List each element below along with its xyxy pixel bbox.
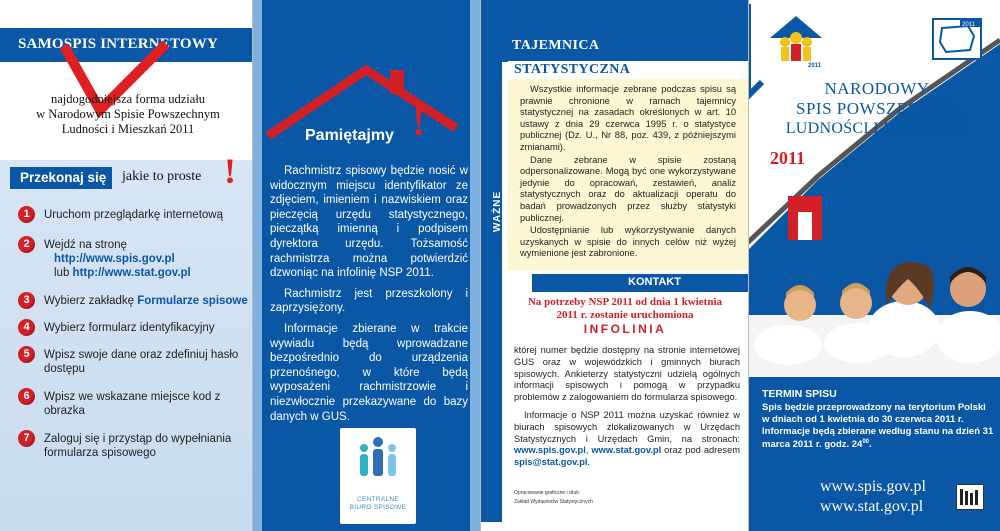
exclamation-icon: ! <box>224 151 236 191</box>
stat-url[interactable]: www.stat.gov.pl <box>820 498 924 515</box>
samospis-title: SAMOSPIS INTERNETOWY <box>18 36 219 52</box>
step-text: Wpisz swoje dane oraz zdefiniuj hasło dostępu <box>44 349 239 375</box>
kontakt-bar <box>532 274 748 292</box>
note-line: 2011 r. zostanie uruchomiona <box>556 308 694 321</box>
step-number: 6 <box>18 388 35 405</box>
statystyczna-box <box>508 61 748 79</box>
step-text: Wybierz formularz identyfikacyjny <box>44 322 215 334</box>
people-icon <box>340 428 416 492</box>
panel-cover <box>748 0 1000 531</box>
przekonaj-badge <box>10 167 112 189</box>
nsp-logo <box>768 14 824 68</box>
logo-year: 2011 <box>808 63 822 68</box>
cbs-line: BIURO SPISOWE <box>349 504 407 511</box>
step-text <box>44 238 249 280</box>
lub-text: lub <box>54 267 73 279</box>
kontakt-title: KONTAKT <box>628 276 681 288</box>
tajemnica-title: TAJEMNICA <box>512 38 600 53</box>
print-credit: Opracowanie graficzne i druk: <box>514 490 581 496</box>
gus-icon <box>957 485 983 509</box>
paragraph: Rachmistrz jest przeszkolony i zaprzysiężony. <box>270 287 468 315</box>
note-line: Na potrzeby NSP 2011 od dnia 1 kwietnia <box>527 296 723 308</box>
publisher-credit: Zakład Wydawnictw Statystycznych <box>514 499 593 505</box>
map-year: 2011 <box>962 22 975 28</box>
step-text-part: Wybierz zakładkę <box>44 295 138 307</box>
gus-logo <box>956 484 984 510</box>
fold-line <box>748 0 749 531</box>
tajemnica-body <box>520 84 736 261</box>
stat-link[interactable]: http://www.stat.gov.pl <box>72 267 191 279</box>
step-number: 2 <box>18 236 35 253</box>
step-text: Wpisz we wskazane miejsce kod z obrazka <box>44 391 221 417</box>
paragraph <box>514 410 740 469</box>
stripe-left <box>252 0 262 531</box>
statystyczna-title: STATYSTYCZNA <box>514 62 631 77</box>
termin-text: Spis będzie przeprowadzony na terytorium Polski w dniach od 1 kwietnia do 30 czerwca 2011 r. Informacje będą zbierane według stanu na dzień 31 marca 2011 r. godz. 24 <box>762 402 994 451</box>
paragraph: Informacje zbierane w trakcie wywiadu będą wprowadzane bezpośrednio do urządzenia przenośnego, w które będą wyposażeni rachmistrzowie i niezwłocznie przekazywane do bazy danych w GUS. <box>270 322 468 423</box>
cbs-logo <box>340 428 416 524</box>
pamietajmy-title: Pamiętajmy <box>305 127 394 144</box>
exclamation-icon: ! <box>412 99 426 144</box>
cover-year: 2011 <box>770 148 806 168</box>
paragraph-text: Informacje o NSP 2011 można uzyskać również w biurach spisowych zlokalizowanych w Urzędach Statystycznych i Urzędach Gmin, na stronach: <box>514 409 740 444</box>
infolinia-note <box>510 296 740 321</box>
step-text <box>44 294 249 308</box>
fold-line <box>480 0 481 531</box>
samospis-intro <box>18 92 238 137</box>
spis-url[interactable]: www.spis.gov.pl <box>820 478 926 495</box>
step-text: Zaloguj się i przystąp do wypełniania formularza spisowego <box>44 433 232 459</box>
family-photo <box>748 245 1000 385</box>
paragraph-text: oraz pod adresem <box>661 445 740 456</box>
termin-body: Spis będzie przeprowadzony na terytorium Polski w dniach od 1 kwietnia do 30 czerwca 2011 r. Informacje będą zbierane według stanu na dzień 31 marca 2011 r. godz. $24^{00}$. <box>762 402 994 451</box>
email-link[interactable]: spis@stat.gov.pl <box>514 457 588 468</box>
paragraph: Udostępnianie lub wykorzystywanie danych uzyskanych w spisie do innych celów niż wyżej wymienione jest zabronione. <box>520 225 736 259</box>
step-text: Uruchom przeglądarkę internetową <box>44 209 223 221</box>
panel-tajemnica <box>480 0 748 531</box>
step-number: 5 <box>18 346 35 363</box>
wazne-sidebar <box>480 62 502 522</box>
title-line: SPIS POWSZECHNY <box>796 99 958 118</box>
wazne-label: WAŻNE <box>492 190 503 232</box>
step-text-line: Wejdź na stronę <box>44 239 127 251</box>
step-number: 1 <box>18 206 35 223</box>
paragraph: Rachmistrz spisowy będzie nosić w widocznym miejscu identyfikator ze zdjęciem, imieniem i nazwiskiem oraz pieczęcią urzędu statystycznego, pieczątką imienną i podpisem dyrektora urzędu. Tożsamość rachmistrza można potwierdzić dzwoniąc na infolinię NSP 2011. <box>270 165 468 280</box>
cover-title <box>766 79 988 139</box>
fold-line <box>252 0 253 531</box>
stat-link[interactable]: www.stat.gov.pl <box>591 445 662 456</box>
intro-line: Ludności i Mieszkań 2011 <box>61 122 195 136</box>
step-number: 4 <box>18 319 35 336</box>
kontakt-body <box>514 345 740 475</box>
panel-samospis <box>0 0 252 531</box>
title-line: NARODOWY <box>824 79 930 98</box>
infolinia-title: INFOLINIA <box>583 322 667 336</box>
spis-link[interactable]: www.spis.gov.pl <box>514 445 586 456</box>
step-number: 7 <box>18 430 35 447</box>
cbs-line: CENTRALNE <box>356 496 400 503</box>
spis-link[interactable]: http://www.spis.gov.pl <box>54 253 175 265</box>
przekonaj-label: Przekonaj się <box>20 170 107 185</box>
jakie-to-proste: jakie to proste <box>122 169 202 184</box>
separator: . <box>587 457 591 468</box>
pamietajmy-body <box>270 164 468 430</box>
intro-line: najdogodniejsza forma udziału <box>50 92 206 106</box>
termin-sup: 00 <box>862 439 870 446</box>
title-line: LUDNOŚCI I MIESZKAŃ <box>785 120 969 137</box>
separator: , <box>585 445 592 456</box>
poland-map-icon <box>932 18 982 60</box>
stripe-right <box>470 0 480 531</box>
paragraph: której numer będzie dostępny na stronie internetowej GUS oraz w wojewódzkich i gminnych biurach spisowych. Ankieterzy statystyczni udzielą ogólnych informacji spisowych i pomogą w przypadku problemów z zalogowaniem do formularza spisowego. <box>514 345 740 403</box>
step-number: 3 <box>18 292 35 309</box>
intro-line: w Narodowym Spisie Powszechnym <box>36 107 220 121</box>
formularze-link[interactable]: Formularze spisowe <box>137 295 248 307</box>
panel-pamietajmy <box>252 0 480 531</box>
termin-title: TERMIN SPISU <box>762 388 837 400</box>
cbs-caption <box>340 496 416 512</box>
paragraph: Wszystkie informacje zebrane podczas spisu są prawnie chronione w ramach tajemnicy statystycznej na zasadach określonych w art. 10 ustawy z dnia 29 czerwca 1995 r. o statystyce publicznej (Dz. U., Nr 88, poz. 439, z późniejszymi zmianami). <box>520 84 736 152</box>
paragraph: Dane zebrane w spisie zostaną odpersonalizowane. Mogą być one wykorzystywane jedynie do opracowań, zestawień, analiz statystycznych oraz do aktualizacji operatu do badań prowadzonych przez służby statystyki publicznej. <box>520 154 736 223</box>
